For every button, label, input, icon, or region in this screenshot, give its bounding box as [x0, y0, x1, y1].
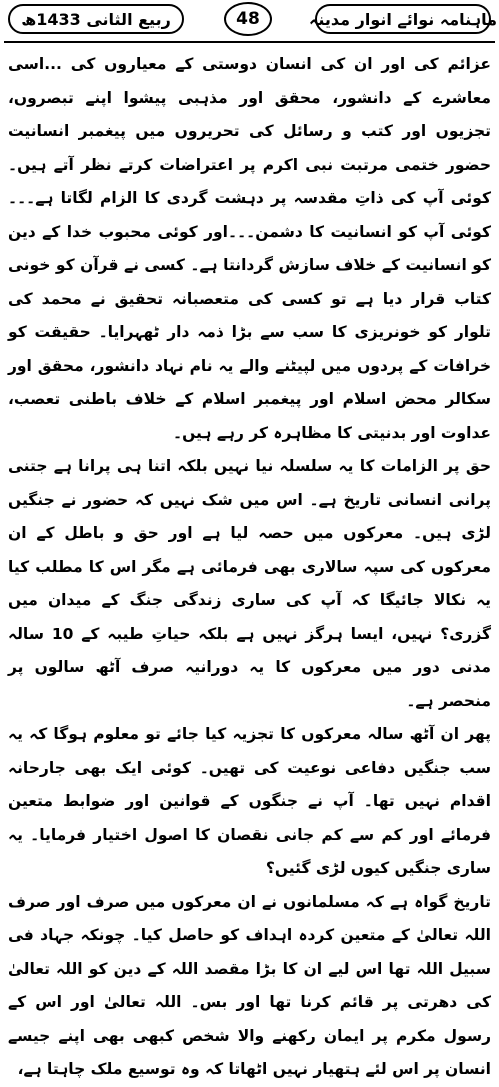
paragraph-2: حق پر الزامات کا یہ سلسلہ نیا نہیں بلکہ اتنا ہی پرانا ہے جتنی پرانی انسانی تاریخ ہے۔ اس میں شک نہیں کہ حضور نے جنگیں لڑی ہیں۔ معرکوں میں حصہ لیا ہے اور حق و باطل کے ان معرکوں کی سپہ سالاری بھی فرمائی ہے مگر اس کا مطلب کیا یہ نکالا جائیگا کہ آپ کی ساری زندگی جنگ کے میدان میں گزری؟ نہیں، ایسا ہرگز نہیں ہے بلکہ حیاتِ طیبہ کے 10 سالہ مدنی دور میں معرکوں کا یہ دورانیہ صرف آٹھ سالوں پر منحصر ہے۔: [8, 457, 491, 710]
magazine-title: ماہنامہ نوائے انوار مدینہ: [315, 4, 491, 34]
paragraph-4: تاریخ گواہ ہے کہ مسلمانوں نے ان معرکوں میں صرف اور صرف اللہ تعالیٰ کے متعین کردہ اہداف کو حاصل کیا۔ چونکہ جہاد فی سبیل اللہ تھا اس لیے ان کا بڑا مقصد اللہ کے دین کو اللہ تعالیٰ کی دھرتی پر قائم کرنا تھا اور بس۔ اللہ تعالیٰ اور اس کے رسول مکرم پر ایمان رکھنے والا شخص کبھی بھی اپنے جیسے انسان پر اس لئے ہتھیار نہیں اٹھاتا کہ وہ توسیع ملک چاہتا ہے،: [8, 892, 491, 1078]
header-divider: [4, 41, 495, 43]
paragraph-1: عزائم کی اور ان کی انسان دوستی کے معیاروں کی ...اسی معاشرے کے دانشور، محقق اور مذہبی پیشوا اپنے تبصروں، تجزیوں اور کتب و رسائل کی تحریروں میں پیغمبر انسانیت حضور ختمی مرتبت نبی اکرم پر اعتراضات کرتے نظر آتے ہیں۔ کوئی آپ کی ذاتِ مقدسہ پر دہشت گردی کا الزام لگاتا ہے۔۔۔کوئی آپ کو انسانیت کا دشمن۔۔۔اور کوئی محبوب خدا کے دین کو انسانیت کے خلاف سازش گردانتا ہے۔ کسی نے قرآن کو خونی کتاب قرار دیا ہے تو کسی کی متعصبانہ تحقیق نے محمد کی تلوار کو خونریزی کا سب سے بڑا ذمہ دار ٹھہرایا۔ حقیقت کو خرافات کے پردوں میں لپیٹنے والے یہ نام نہاد دانشور، محقق اور سکالر محض اسلام اور پیغمبر اسلام کے خلاف باطنی تعصب، عداوت اور بدنیتی کا مظاہرہ کر رہے ہیں۔: [8, 55, 491, 442]
page-number: 48: [224, 2, 272, 36]
issue-date-label: ربیع الثانی 1433ھ: [8, 4, 184, 34]
page-header: [0, 0, 499, 44]
paragraph-3: پھر ان آٹھ سالہ معرکوں کا تجزیہ کیا جائے تو معلوم ہوگا کہ یہ سب جنگیں دفاعی نوعیت کی تھیں۔ کوئی ایک بھی جارحانہ اقدام نہیں تھا۔ آپ نے جنگوں کے قوانین اور ضوابط متعین فرمائے اور کم سے کم جانی نقصان کا اصول اختیار فرمایا۔ یہ ساری جنگیں کیوں لڑی گئیں؟: [8, 725, 491, 877]
article-body: [8, 48, 491, 1087]
